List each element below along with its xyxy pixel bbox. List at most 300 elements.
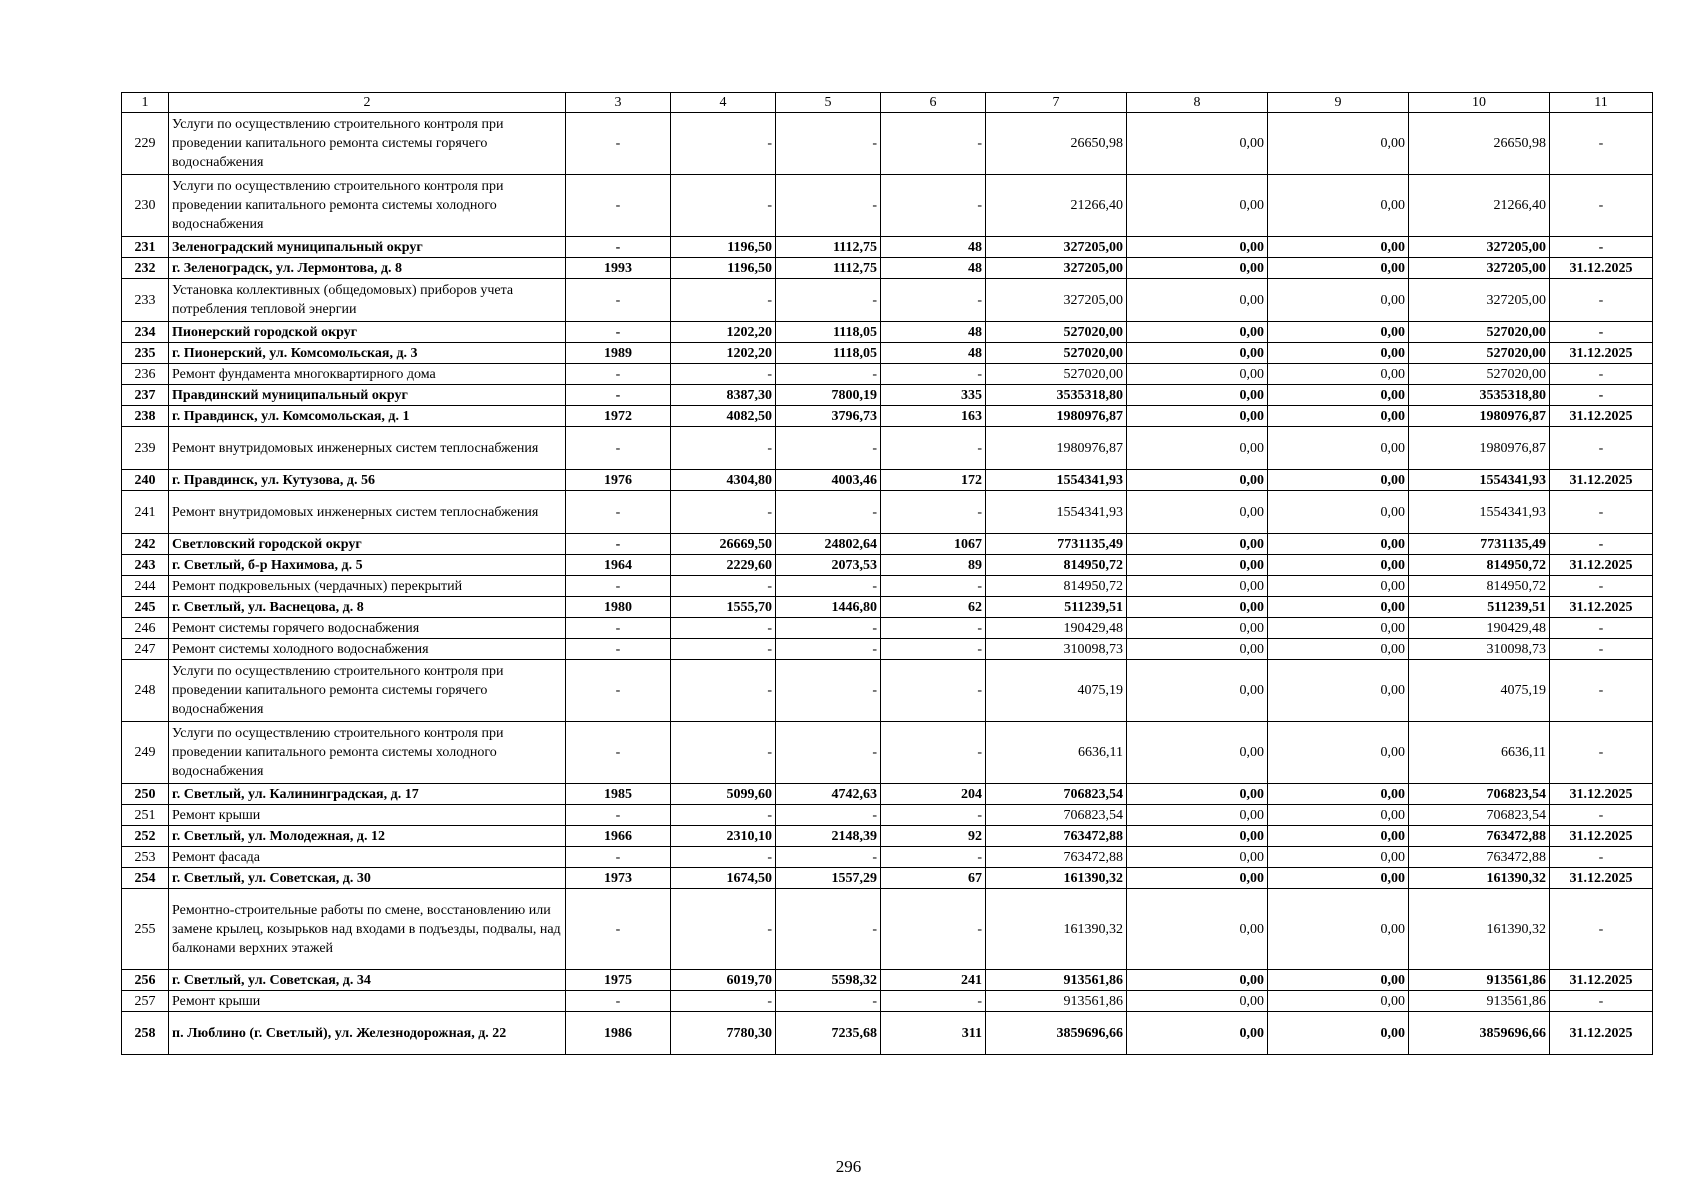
name-cell: Ремонт подкровельных (чердачных) перекрытий [169,576,566,597]
area-living-cell: - [776,722,881,784]
deadline-cell: 31.12.2025 [1550,826,1653,847]
row-number-cell: 232 [122,258,169,279]
area-total-cell: 4082,50 [671,406,776,427]
deadline-cell: 31.12.2025 [1550,868,1653,889]
fund-source-b-cell: 0,00 [1268,491,1409,534]
area-living-cell: - [776,805,881,826]
year-cell: - [566,427,671,470]
row-number-cell: 231 [122,237,169,258]
row-number-cell: 252 [122,826,169,847]
fund-source-a-cell: 0,00 [1127,113,1268,175]
area-living-cell: - [776,113,881,175]
total-cost-cell: 7731135,49 [986,534,1127,555]
total-cost-cell: 1980976,87 [986,427,1127,470]
name-cell: Услуги по осуществлению строительного контроля при проведении капитального ремонта системы горячего водоснабжения [169,113,566,175]
fund-owners-cell: 1980976,87 [1409,427,1550,470]
table-row [122,868,1653,889]
total-cost-cell: 161390,32 [986,889,1127,970]
area-living-cell: - [776,491,881,534]
row-number-cell: 238 [122,406,169,427]
total-cost-cell: 3535318,80 [986,385,1127,406]
total-cost-cell: 1554341,93 [986,491,1127,534]
name-cell: Услуги по осуществлению строительного контроля при проведении капитального ремонта системы холодного водоснабжения [169,175,566,237]
year-cell: 1986 [566,1012,671,1055]
table-row [122,847,1653,868]
table-row [122,805,1653,826]
row-number-cell: 241 [122,491,169,534]
table-row [122,364,1653,385]
table-body [122,93,1653,1055]
name-cell: г. Правдинск, ул. Кутузова, д. 56 [169,470,566,491]
area-total-cell: - [671,427,776,470]
name-cell: г. Светлый, ул. Калининградская, д. 17 [169,784,566,805]
area-living-cell: - [776,576,881,597]
name-cell: г. Светлый, ул. Советская, д. 30 [169,868,566,889]
year-cell: - [566,491,671,534]
name-cell: Услуги по осуществлению строительного контроля при проведении капитального ремонта системы холодного водоснабжения [169,722,566,784]
total-cost-cell: 26650,98 [986,113,1127,175]
area-living-cell: - [776,660,881,722]
total-cost-cell: 4075,19 [986,660,1127,722]
residents-cell: - [881,427,986,470]
column-number: 1 [122,93,169,113]
area-living-cell: 1118,05 [776,322,881,343]
fund-owners-cell: 21266,40 [1409,175,1550,237]
area-total-cell: 7780,30 [671,1012,776,1055]
table-row [122,1012,1653,1055]
row-number-cell: 244 [122,576,169,597]
name-cell: Ремонт крыши [169,805,566,826]
name-cell: Правдинский муниципальный округ [169,385,566,406]
fund-source-b-cell: 0,00 [1268,1012,1409,1055]
deadline-cell: - [1550,364,1653,385]
area-total-cell: 1202,20 [671,322,776,343]
area-total-cell: - [671,576,776,597]
total-cost-cell: 706823,54 [986,784,1127,805]
fund-owners-cell: 814950,72 [1409,576,1550,597]
area-living-cell: 1112,75 [776,258,881,279]
year-cell: - [566,237,671,258]
year-cell: 1980 [566,597,671,618]
total-cost-cell: 913561,86 [986,991,1127,1012]
fund-source-b-cell: 0,00 [1268,784,1409,805]
total-cost-cell: 6636,11 [986,722,1127,784]
fund-source-a-cell: 0,00 [1127,1012,1268,1055]
area-living-cell: - [776,639,881,660]
table-row [122,258,1653,279]
name-cell: г. Пионерский, ул. Комсомольская, д. 3 [169,343,566,364]
residents-cell: 311 [881,1012,986,1055]
row-number-cell: 229 [122,113,169,175]
fund-owners-cell: 1554341,93 [1409,491,1550,534]
fund-source-b-cell: 0,00 [1268,639,1409,660]
area-total-cell: 1555,70 [671,597,776,618]
row-number-cell: 230 [122,175,169,237]
fund-source-b-cell: 0,00 [1268,868,1409,889]
year-cell: - [566,175,671,237]
residents-cell: - [881,279,986,322]
deadline-cell: 31.12.2025 [1550,343,1653,364]
year-cell: - [566,722,671,784]
row-number-cell: 239 [122,427,169,470]
area-total-cell: 5099,60 [671,784,776,805]
fund-source-b-cell: 0,00 [1268,343,1409,364]
deadline-cell: - [1550,322,1653,343]
deadline-cell: 31.12.2025 [1550,784,1653,805]
deadline-cell: - [1550,237,1653,258]
fund-source-b-cell: 0,00 [1268,470,1409,491]
fund-source-a-cell: 0,00 [1127,470,1268,491]
name-cell: г. Правдинск, ул. Комсомольская, д. 1 [169,406,566,427]
fund-owners-cell: 26650,98 [1409,113,1550,175]
deadline-cell: - [1550,660,1653,722]
area-total-cell: 26669,50 [671,534,776,555]
residents-cell: 172 [881,470,986,491]
year-cell: - [566,364,671,385]
fund-owners-cell: 161390,32 [1409,889,1550,970]
area-total-cell: - [671,491,776,534]
area-living-cell: 2148,39 [776,826,881,847]
row-number-cell: 250 [122,784,169,805]
fund-source-a-cell: 0,00 [1127,364,1268,385]
total-cost-cell: 327205,00 [986,237,1127,258]
area-living-cell: - [776,279,881,322]
deadline-cell: - [1550,576,1653,597]
table-row [122,534,1653,555]
area-living-cell: 3796,73 [776,406,881,427]
row-number-cell: 237 [122,385,169,406]
year-cell: - [566,660,671,722]
fund-source-a-cell: 0,00 [1127,805,1268,826]
residents-cell: - [881,364,986,385]
fund-owners-cell: 913561,86 [1409,970,1550,991]
fund-source-b-cell: 0,00 [1268,279,1409,322]
deadline-cell: - [1550,991,1653,1012]
year-cell: - [566,534,671,555]
fund-source-a-cell: 0,00 [1127,385,1268,406]
area-total-cell: - [671,364,776,385]
name-cell: Светловский городской округ [169,534,566,555]
area-total-cell: 1196,50 [671,258,776,279]
deadline-cell: - [1550,491,1653,534]
fund-source-a-cell: 0,00 [1127,406,1268,427]
row-number-cell: 249 [122,722,169,784]
deadline-cell: 31.12.2025 [1550,470,1653,491]
fund-source-a-cell: 0,00 [1127,237,1268,258]
year-cell: - [566,639,671,660]
table-row [122,470,1653,491]
fund-owners-cell: 190429,48 [1409,618,1550,639]
total-cost-cell: 527020,00 [986,322,1127,343]
fund-source-b-cell: 0,00 [1268,991,1409,1012]
year-cell: 1989 [566,343,671,364]
deadline-cell: - [1550,805,1653,826]
table-row [122,237,1653,258]
fund-source-a-cell: 0,00 [1127,660,1268,722]
residents-cell: - [881,991,986,1012]
fund-owners-cell: 161390,32 [1409,868,1550,889]
deadline-cell: 31.12.2025 [1550,597,1653,618]
name-cell: Ремонт крыши [169,991,566,1012]
row-number-cell: 236 [122,364,169,385]
fund-source-a-cell: 0,00 [1127,618,1268,639]
page-number: 296 [835,1157,862,1176]
deadline-cell: 31.12.2025 [1550,258,1653,279]
area-living-cell: 5598,32 [776,970,881,991]
name-cell: Ремонт фасада [169,847,566,868]
fund-source-a-cell: 0,00 [1127,279,1268,322]
table-row [122,991,1653,1012]
total-cost-cell: 706823,54 [986,805,1127,826]
fund-owners-cell: 3535318,80 [1409,385,1550,406]
area-total-cell: 2229,60 [671,555,776,576]
total-cost-cell: 21266,40 [986,175,1127,237]
area-living-cell: - [776,427,881,470]
fund-owners-cell: 763472,88 [1409,847,1550,868]
fund-owners-cell: 327205,00 [1409,279,1550,322]
table-row [122,322,1653,343]
residents-cell: - [881,639,986,660]
residents-cell: 335 [881,385,986,406]
table-row [122,385,1653,406]
row-number-cell: 243 [122,555,169,576]
total-cost-cell: 327205,00 [986,258,1127,279]
year-cell: 1964 [566,555,671,576]
fund-owners-cell: 706823,54 [1409,805,1550,826]
fund-source-b-cell: 0,00 [1268,576,1409,597]
area-total-cell: 6019,70 [671,970,776,991]
name-cell: Услуги по осуществлению строительного контроля при проведении капитального ремонта системы горячего водоснабжения [169,660,566,722]
fund-source-b-cell: 0,00 [1268,406,1409,427]
row-number-cell: 233 [122,279,169,322]
table-row [122,784,1653,805]
row-number-cell: 255 [122,889,169,970]
area-total-cell: - [671,639,776,660]
column-number: 10 [1409,93,1550,113]
fund-source-b-cell: 0,00 [1268,175,1409,237]
residents-cell: 48 [881,258,986,279]
deadline-cell: - [1550,427,1653,470]
name-cell: Ремонтно-строительные работы по смене, восстановлению или замене крылец, козырьков над входами в подъезды, подвалы, над балконами верхних этажей [169,889,566,970]
name-cell: Зеленоградский муниципальный округ [169,237,566,258]
deadline-cell: - [1550,385,1653,406]
column-number: 3 [566,93,671,113]
fund-owners-cell: 310098,73 [1409,639,1550,660]
table-row [122,279,1653,322]
residents-cell: 1067 [881,534,986,555]
total-cost-cell: 3859696,66 [986,1012,1127,1055]
residents-cell: 204 [881,784,986,805]
fund-owners-cell: 511239,51 [1409,597,1550,618]
fund-source-b-cell: 0,00 [1268,555,1409,576]
fund-owners-cell: 327205,00 [1409,258,1550,279]
row-number-cell: 254 [122,868,169,889]
year-cell: - [566,576,671,597]
area-living-cell: 4003,46 [776,470,881,491]
name-cell: г. Светлый, ул. Васнецова, д. 8 [169,597,566,618]
area-living-cell: - [776,618,881,639]
fund-source-a-cell: 0,00 [1127,322,1268,343]
area-total-cell: - [671,660,776,722]
fund-source-b-cell: 0,00 [1268,847,1409,868]
deadline-cell: 31.12.2025 [1550,970,1653,991]
fund-source-b-cell: 0,00 [1268,826,1409,847]
residents-cell: - [881,618,986,639]
fund-source-a-cell: 0,00 [1127,991,1268,1012]
total-cost-cell: 1554341,93 [986,470,1127,491]
fund-source-a-cell: 0,00 [1127,175,1268,237]
fund-source-b-cell: 0,00 [1268,660,1409,722]
year-cell: 1985 [566,784,671,805]
table-row [122,406,1653,427]
deadline-cell: 31.12.2025 [1550,1012,1653,1055]
total-cost-cell: 913561,86 [986,970,1127,991]
year-cell: - [566,889,671,970]
fund-source-a-cell: 0,00 [1127,639,1268,660]
name-cell: г. Светлый, ул. Молодежная, д. 12 [169,826,566,847]
fund-owners-cell: 527020,00 [1409,322,1550,343]
name-cell: г. Зеленоградск, ул. Лермонтова, д. 8 [169,258,566,279]
fund-owners-cell: 327205,00 [1409,237,1550,258]
table-row [122,555,1653,576]
fund-source-a-cell: 0,00 [1127,868,1268,889]
fund-source-a-cell: 0,00 [1127,576,1268,597]
table-row [122,491,1653,534]
row-number-cell: 246 [122,618,169,639]
area-living-cell: 1112,75 [776,237,881,258]
residents-cell: 48 [881,322,986,343]
name-cell: Ремонт внутридомовых инженерных систем теплоснабжения [169,491,566,534]
year-cell: 1966 [566,826,671,847]
residents-cell: 92 [881,826,986,847]
area-living-cell: 7800,19 [776,385,881,406]
residents-cell: - [881,660,986,722]
fund-source-b-cell: 0,00 [1268,534,1409,555]
year-cell: - [566,618,671,639]
residents-cell: - [881,889,986,970]
area-living-cell: - [776,364,881,385]
area-living-cell: - [776,175,881,237]
deadline-cell: - [1550,279,1653,322]
fund-source-a-cell: 0,00 [1127,722,1268,784]
residents-cell: - [881,847,986,868]
deadline-cell: - [1550,722,1653,784]
year-cell: - [566,847,671,868]
area-living-cell: 2073,53 [776,555,881,576]
fund-source-a-cell: 0,00 [1127,889,1268,970]
year-cell: 1972 [566,406,671,427]
total-cost-cell: 814950,72 [986,555,1127,576]
table-row [122,175,1653,237]
total-cost-cell: 527020,00 [986,364,1127,385]
residents-cell: - [881,805,986,826]
deadline-cell: - [1550,847,1653,868]
fund-source-a-cell: 0,00 [1127,597,1268,618]
table-row [122,826,1653,847]
fund-source-b-cell: 0,00 [1268,322,1409,343]
fund-source-a-cell: 0,00 [1127,343,1268,364]
residents-cell: - [881,491,986,534]
area-total-cell: 1202,20 [671,343,776,364]
row-number-cell: 248 [122,660,169,722]
area-total-cell: - [671,722,776,784]
total-cost-cell: 161390,32 [986,868,1127,889]
deadline-cell: - [1550,889,1653,970]
name-cell: г. Светлый, ул. Советская, д. 34 [169,970,566,991]
year-cell: - [566,991,671,1012]
row-number-cell: 245 [122,597,169,618]
column-number: 6 [881,93,986,113]
residents-cell: 62 [881,597,986,618]
area-total-cell: - [671,991,776,1012]
area-total-cell: - [671,618,776,639]
residents-cell: 241 [881,970,986,991]
area-living-cell: 4742,63 [776,784,881,805]
area-total-cell: - [671,113,776,175]
fund-source-a-cell: 0,00 [1127,784,1268,805]
area-total-cell: 8387,30 [671,385,776,406]
deadline-cell: - [1550,175,1653,237]
fund-source-b-cell: 0,00 [1268,597,1409,618]
fund-source-a-cell: 0,00 [1127,534,1268,555]
row-number-cell: 242 [122,534,169,555]
table-row [122,639,1653,660]
fund-source-b-cell: 0,00 [1268,722,1409,784]
fund-source-b-cell: 0,00 [1268,385,1409,406]
fund-owners-cell: 706823,54 [1409,784,1550,805]
residents-cell: 89 [881,555,986,576]
deadline-cell: - [1550,113,1653,175]
table-row [122,618,1653,639]
area-total-cell: - [671,175,776,237]
area-total-cell: - [671,279,776,322]
column-number: 2 [169,93,566,113]
column-number-row [122,93,1653,113]
year-cell: 1976 [566,470,671,491]
column-number: 7 [986,93,1127,113]
year-cell: - [566,279,671,322]
area-total-cell: 1196,50 [671,237,776,258]
area-living-cell: 1557,29 [776,868,881,889]
table-row [122,660,1653,722]
fund-source-b-cell: 0,00 [1268,970,1409,991]
deadline-cell: - [1550,618,1653,639]
name-cell: Ремонт системы холодного водоснабжения [169,639,566,660]
fund-owners-cell: 814950,72 [1409,555,1550,576]
area-living-cell: 24802,64 [776,534,881,555]
year-cell: - [566,805,671,826]
table-row [122,597,1653,618]
fund-source-b-cell: 0,00 [1268,113,1409,175]
residents-cell: - [881,722,986,784]
residents-cell: 67 [881,868,986,889]
name-cell: Ремонт внутридомовых инженерных систем теплоснабжения [169,427,566,470]
table-row [122,722,1653,784]
fund-source-a-cell: 0,00 [1127,427,1268,470]
area-total-cell: - [671,805,776,826]
year-cell: - [566,113,671,175]
year-cell: 1973 [566,868,671,889]
area-living-cell: 1446,80 [776,597,881,618]
name-cell: п. Люблино (г. Светлый), ул. Железнодорожная, д. 22 [169,1012,566,1055]
area-living-cell: 7235,68 [776,1012,881,1055]
data-table [121,92,1653,1055]
name-cell: Ремонт фундамента многоквартирного дома [169,364,566,385]
area-total-cell: 4304,80 [671,470,776,491]
fund-owners-cell: 763472,88 [1409,826,1550,847]
fund-source-a-cell: 0,00 [1127,491,1268,534]
area-total-cell: 1674,50 [671,868,776,889]
